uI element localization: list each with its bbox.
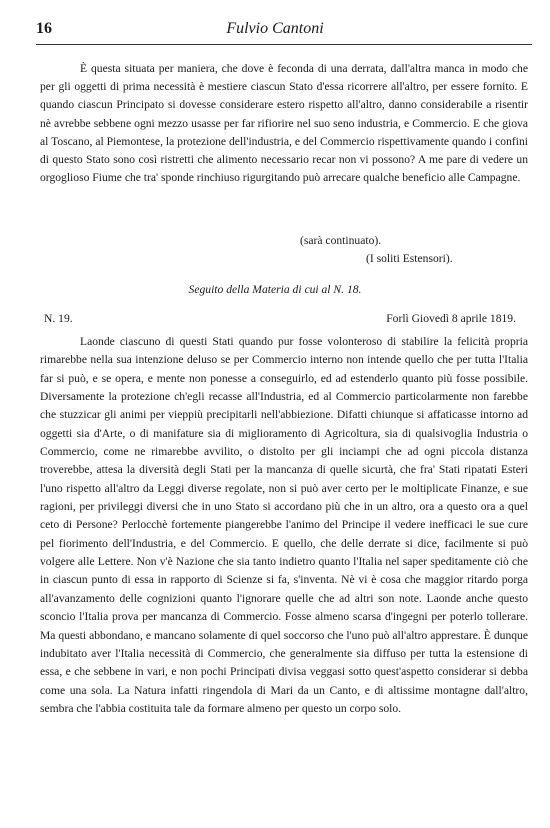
header-rule	[36, 44, 532, 45]
issue-number: N. 19.	[44, 312, 73, 325]
signature-note: (I soliti Estensori).	[366, 252, 453, 265]
dateline: Forlì Giovedì 8 aprile 1819.	[386, 312, 516, 325]
section-title: Seguito della Materia di cui al N. 18.	[188, 283, 362, 296]
page-header	[24, 18, 526, 40]
article-paragraph: Laonde ciascuno di questi Stati quando pur fosse volonteroso di stabilire la felicità propria rimarebbe nella sua intenzione deluso se per Commercio interno non intende quello che per tutta l'Italia far si può, e se opera, e mente non ponesse a conseguirlo, ed ad estenderlo quanto più fosse possibile. Diversamente la protezione ch'egli recasse all'Industria, ed al Commercio particolarmente non farebbe che stuzzicar gli animi per vieppiù precipitarli nell'abbiezione. Difatti chiunque si affaticasse intorno ad oggetti sia d'Arte, o di manifature sia di miglioramento di Agricoltura, sia di qualsivoglia Industria o Commercio, come ne rimarebbe avvilito, o distolto per gli inciampi che ad ogni piccola distanza troverebbe, attesa la diversità degli Stati per la mancanza di quelle sicurtà, che fra' Stati ripatati Esteri l'uno rispetto all'altro da Leggi diverse regolate, non si può aver certo per le moltiplicate Finanze, e sue ragioni, per privileggi diversi che in uno Stato si accordano più che in un altro, ora a questo ora a quel ceto di Persone? Perlocchè fortemente piangerebbe l'animo del Principe il vedere inefficaci le sue cure pel fiorimento dell'Industria, e del Commercio. E quello, che delle derrate si dice, facilmente si può volgere alle Lettere. Non v'è Nazione che sia tanto indietro quanto l'Italia nel saper speditamente ciò che in ciascun punto di essa in rapporto di Scienze si fa, s'inventa. Nè vi è cosa che maggior ritardo porga all'avanzamento delle cognizioni quanto l'ignorare quelle che ad altri son note. Laonde anche questo sconcio l'Italia prova per mancanza di Commercio. Fosse almeno scarsa d'ingegni per poterlo tollerare. Ma questi abbondano, e mancano solamente di quel soccorso che l'uno può all'altro apprestare. È dunque indubitato aver l'Italia necessità di Commercio, che generalmente sia diffuso per tutta la estensione di essa, e che sebbene in vari, e non pochi Principati divisa veggasi sotto quest'aspetto considerar si debba come una sola. La Natura infatti ringendola di Mari da un Canto, e di altissime montagne dall'altro, sembra che l'abbia costituita tale da formare almeno per questo un corpo solo.	[40, 335, 528, 715]
running-title: Fulvio Cantoni	[226, 20, 324, 37]
continued-note: (sarà continuato).	[300, 234, 382, 247]
previous-article-paragraph: È questa situata per maniera, che dove è feconda di una derrata, dall'altra manca in modo che per gli oggetti di prima necessità è mestiere ciascun Stato d'essa ricorrere all'altro, per essere fornito. E quando ciascun Principato si dovesse considerare estero rispetto all'altro, danno considerabile a risentir nè avrebbe sebbene ogni mezzo usasse per far rifiorire nel suo seno industria, e Commercio. E che giova al Toscano, al Piemontese, la protezione dell'industria, e del Commercio rispettivamente quando i confini di questo Stato sono così ristretti che alimento necessario recar non vi possono? A me pare di vedere un orgoglioso Fiume che tra' sponde rinchiuso rigurgitando può arrecare qualche beneficio alle Campagne.	[40, 62, 528, 185]
page-number: 16	[36, 20, 52, 37]
